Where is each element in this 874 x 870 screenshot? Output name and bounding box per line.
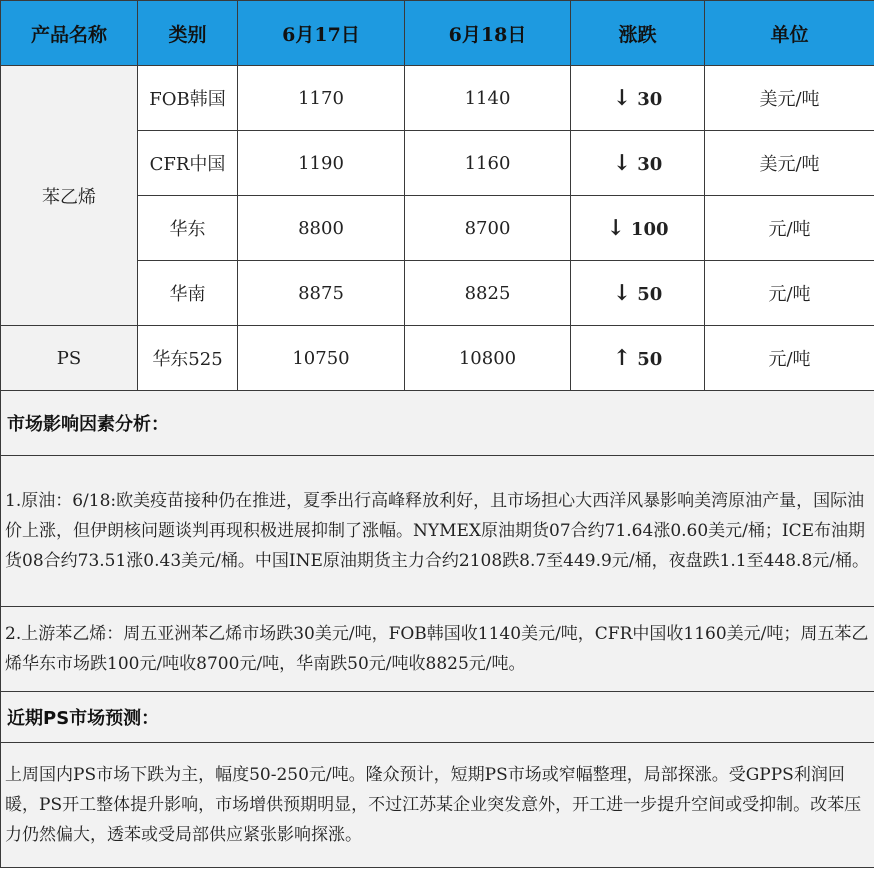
price-0617: 10750	[238, 326, 405, 391]
change-cell	[571, 326, 705, 391]
unit-cell: 元/吨	[705, 196, 874, 261]
unit-cell: 美元/吨	[705, 131, 874, 196]
header-date-0617: 6月17日	[238, 1, 405, 66]
forecast-title: 近期PS市场预测：	[1, 692, 874, 743]
header-category: 类别	[138, 1, 238, 66]
price-0617: 8875	[238, 261, 405, 326]
down-arrow-icon: ↓	[612, 150, 632, 176]
change-value: 30	[637, 154, 663, 175]
table-row	[1, 326, 874, 391]
analysis-item2-row	[1, 607, 874, 692]
category-cell: 华东	[138, 196, 238, 261]
product-styrene: 苯乙烯	[1, 66, 138, 326]
table-row	[1, 66, 874, 131]
change-cell	[571, 261, 705, 326]
down-arrow-icon: ↓	[606, 215, 625, 241]
header-date-0618: 6月18日	[405, 1, 571, 66]
header-product: 产品名称	[1, 1, 138, 66]
price-0617: 8800	[238, 196, 405, 261]
price-0618: 10800	[405, 326, 571, 391]
change-value: 100	[630, 219, 669, 240]
down-arrow-icon: ↓	[612, 85, 632, 111]
unit-cell: 元/吨	[705, 326, 874, 391]
change-cell	[571, 196, 705, 261]
change-cell	[571, 66, 705, 131]
forecast-title-row	[1, 692, 874, 743]
price-0618: 1140	[405, 66, 571, 131]
analysis-title: 市场影响因素分析：	[1, 391, 874, 456]
category-cell: FOB韩国	[138, 66, 238, 131]
analysis-item1-row	[1, 456, 874, 607]
change-value: 50	[637, 284, 663, 305]
analysis-item-1: 1.原油：6/18:欧美疫苗接种仍在推进，夏季出行高峰释放利好，且市场担心大西洋风暴影响美湾原油产量，国际油价上涨，但伊朗核问题谈判再现积极进展抑制了涨幅。NYMEX原油期货07合约71.64涨0.60美元/桶；ICE布油期货08合约73.51涨0.43美元/桶。中国INE原油期货主力合约2108跌8.7至449.9元/桶，夜盘跌1.1至448.8元/桶。	[1, 456, 874, 607]
header-change: 涨跌	[571, 1, 705, 66]
price-0618: 8825	[405, 261, 571, 326]
header-row	[1, 1, 874, 66]
analysis-title-row	[1, 391, 874, 456]
price-0618: 8700	[405, 196, 571, 261]
price-0618: 1160	[405, 131, 571, 196]
forecast-body-row	[1, 743, 874, 868]
category-cell: 华南	[138, 261, 238, 326]
category-cell: CFR中国	[138, 131, 238, 196]
change-value: 50	[637, 349, 663, 370]
price-0617: 1190	[238, 131, 405, 196]
price-0617: 1170	[238, 66, 405, 131]
change-cell	[571, 131, 705, 196]
analysis-item-2: 2.上游苯乙烯：周五亚洲苯乙烯市场跌30美元/吨，FOB韩国收1140美元/吨，CFR中国收1160美元/吨；周五苯乙烯华东市场跌100元/吨收8700元/吨，华南跌50元/吨收8825元/吨。	[1, 607, 874, 692]
up-arrow-icon: ↑	[612, 345, 632, 371]
unit-cell: 美元/吨	[705, 66, 874, 131]
unit-cell: 元/吨	[705, 261, 874, 326]
product-ps: PS	[1, 326, 138, 391]
down-arrow-icon: ↓	[612, 280, 632, 306]
change-value: 30	[637, 89, 663, 110]
category-cell: 华东525	[138, 326, 238, 391]
header-unit: 单位	[705, 1, 874, 66]
forecast-body: 上周国内PS市场下跌为主，幅度50-250元/吨。隆众预计，短期PS市场或窄幅整理，局部探涨。受GPPS利润回暖，PS开工整体提升影响，市场增供预期明显，不过江苏某企业突发意外，开工进一步提升空间或受抑制。改苯压力仍然偏大，透苯或受局部供应紧张影响探涨。	[1, 743, 874, 868]
